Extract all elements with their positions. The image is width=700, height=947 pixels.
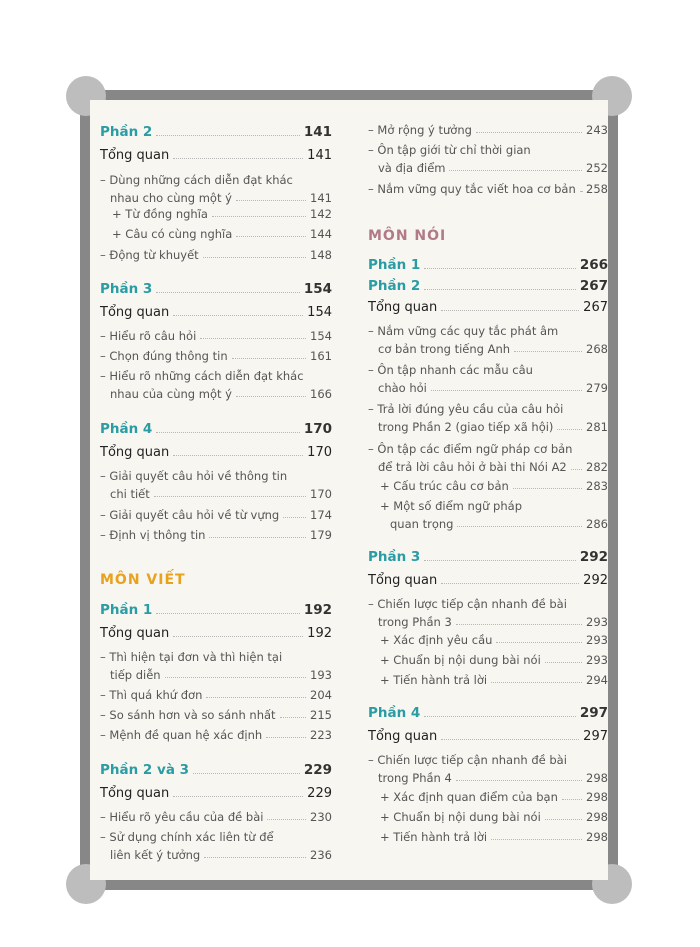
toc-entry[interactable] <box>390 517 608 531</box>
toc-entry[interactable] <box>100 528 332 542</box>
toc-entry[interactable] <box>380 653 608 667</box>
toc-page-number: 148 <box>310 248 332 262</box>
toc-entry-label: + Từ đồng nghĩa <box>112 207 208 221</box>
toc-page-number: 141 <box>307 148 332 163</box>
leader-dots <box>203 256 306 258</box>
leader-dots <box>557 428 582 430</box>
toc-entry[interactable] <box>378 161 608 175</box>
toc-entry[interactable] <box>100 786 332 801</box>
toc-entry-label: Tổng quan <box>368 573 438 588</box>
toc-page-number: 293 <box>586 653 608 667</box>
toc-entry[interactable] <box>380 790 608 804</box>
toc-entry-label: Phần 1 <box>368 257 421 273</box>
toc-entry[interactable] <box>368 300 608 315</box>
toc-entry[interactable] <box>380 479 608 493</box>
toc-page-number: 223 <box>310 728 332 742</box>
toc-entry-label: Tổng quan <box>100 786 170 801</box>
toc-page-number: 236 <box>310 848 332 862</box>
leader-dots <box>156 134 299 136</box>
toc-entry[interactable] <box>100 708 332 722</box>
toc-entry-line: – Nắm vững các quy tắc phát âm <box>368 324 559 338</box>
toc-entry-line: – Dùng những cách diễn đạt khác <box>100 173 293 187</box>
toc-entry[interactable] <box>100 305 332 320</box>
toc-entry-label: Phần 2 <box>368 278 421 294</box>
toc-page-number: 267 <box>583 300 608 315</box>
toc-page-number: 161 <box>310 349 332 363</box>
toc-page-number: 204 <box>310 688 332 702</box>
toc-page-number: 297 <box>579 705 608 721</box>
toc-entry[interactable] <box>380 810 608 824</box>
toc-part-entry[interactable] <box>100 124 332 140</box>
toc-entry-line: – Ôn tập nhanh các mẫu câu <box>368 363 533 377</box>
toc-entry[interactable] <box>100 688 332 702</box>
toc-page-number: 243 <box>586 123 608 137</box>
toc-entry-line: – Ôn tập giới từ chỉ thời gian <box>368 143 531 157</box>
toc-entry-label: Tổng quan <box>100 626 170 641</box>
toc-entry[interactable] <box>100 329 332 343</box>
toc-entry[interactable] <box>378 615 608 629</box>
toc-left-column <box>90 100 348 880</box>
toc-entry-label: trong Phần 4 <box>378 771 452 785</box>
toc-entry-label: chi tiết <box>110 487 150 501</box>
toc-entry-label: – Thì quá khứ đơn <box>100 688 203 702</box>
toc-page-number: 258 <box>586 182 608 196</box>
toc-entry-label: + Chuẩn bị nội dung bài nói <box>380 810 541 824</box>
toc-page <box>90 100 608 880</box>
toc-entry-label: liên kết ý tưởng <box>110 848 201 862</box>
leader-dots <box>165 676 306 678</box>
toc-page-number: 170 <box>310 487 332 501</box>
toc-part-entry[interactable] <box>368 549 608 565</box>
toc-page-number: 292 <box>579 549 608 565</box>
leader-dots <box>562 798 582 800</box>
toc-entry[interactable] <box>100 248 332 262</box>
toc-entry-label: nhau của cùng một ý <box>110 387 232 401</box>
leader-dots <box>514 350 582 352</box>
toc-entry-label: Phần 4 <box>368 705 421 721</box>
leader-dots <box>456 779 582 781</box>
section-heading: MÔN NÓI <box>368 228 447 244</box>
toc-page-number: 230 <box>310 810 332 824</box>
leader-dots <box>580 190 582 192</box>
leader-dots <box>496 641 582 643</box>
toc-entry[interactable] <box>378 460 608 474</box>
toc-entry-label: nhau cho cùng một ý <box>110 191 232 205</box>
toc-page-number: 292 <box>583 573 608 588</box>
toc-page-number: 268 <box>586 342 608 356</box>
toc-page-number: 154 <box>307 305 332 320</box>
toc-entry-label: – Giải quyết câu hỏi về từ vựng <box>100 508 280 522</box>
toc-entry[interactable] <box>378 771 608 785</box>
leader-dots <box>156 291 299 293</box>
toc-entry-line: – Ôn tập các điểm ngữ pháp cơ bản <box>368 442 573 456</box>
toc-entry[interactable] <box>100 728 332 742</box>
leader-dots <box>424 715 575 717</box>
toc-entry-label: tiếp diễn <box>110 668 161 682</box>
toc-entry[interactable] <box>378 420 608 434</box>
toc-part-entry[interactable] <box>100 762 332 778</box>
toc-page-number: 229 <box>303 762 332 778</box>
leader-dots <box>209 536 306 538</box>
toc-entry-label: – Hiểu rõ câu hỏi <box>100 329 197 343</box>
toc-page-number: 142 <box>310 207 332 221</box>
leader-dots <box>424 288 575 290</box>
toc-entry-label: Phần 1 <box>100 602 153 618</box>
toc-part-entry[interactable] <box>100 281 332 297</box>
toc-entry-label: + Xác định yêu cầu <box>380 633 493 647</box>
toc-entry-label: Phần 2 <box>100 124 153 140</box>
toc-entry[interactable] <box>110 848 332 862</box>
toc-entry-label: – Hiểu rõ yêu cầu của đề bài <box>100 810 264 824</box>
toc-entry-label: – Mệnh đề quan hệ xác định <box>100 728 263 742</box>
toc-entry-label: để trả lời câu hỏi ở bài thi Nói A2 <box>378 460 567 474</box>
leader-dots <box>200 337 306 339</box>
leader-dots <box>457 525 582 527</box>
toc-entry-label: – Định vị thông tin <box>100 528 206 542</box>
leader-dots <box>476 131 582 133</box>
leader-dots <box>232 357 306 359</box>
toc-page-number: 170 <box>307 445 332 460</box>
leader-dots <box>206 696 306 698</box>
toc-entry-label: – Mở rộng ý tưởng <box>368 123 472 137</box>
leader-dots <box>267 818 306 820</box>
leader-dots <box>173 314 303 316</box>
toc-entry-label: trong Phần 3 <box>378 615 452 629</box>
toc-entry-label: Tổng quan <box>100 445 170 460</box>
toc-entry[interactable] <box>100 626 332 641</box>
toc-page-number: 141 <box>310 191 332 205</box>
leader-dots <box>156 612 299 614</box>
leader-dots <box>491 681 582 683</box>
toc-entry-line: – Sử dụng chính xác liên từ để <box>100 830 274 844</box>
toc-entry-label: + Xác định quan điểm của bạn <box>380 790 558 804</box>
toc-page-number: 297 <box>583 729 608 744</box>
toc-page-number: 170 <box>303 421 332 437</box>
toc-entry-label: Tổng quan <box>368 729 438 744</box>
toc-page-number: 252 <box>586 161 608 175</box>
toc-entry-label: – Nắm vững quy tắc viết hoa cơ bản <box>368 182 576 196</box>
toc-entry[interactable] <box>100 148 332 163</box>
toc-entry-line: – Hiểu rõ những cách diễn đạt khác <box>100 369 304 383</box>
leader-dots <box>545 818 582 820</box>
leader-dots <box>173 454 303 456</box>
toc-page-number: 286 <box>586 517 608 531</box>
leader-dots <box>545 661 582 663</box>
toc-page-number: 144 <box>310 227 332 241</box>
toc-entry-line: – Trả lời đúng yêu cầu của câu hỏi <box>368 402 564 416</box>
toc-page-number: 141 <box>303 124 332 140</box>
toc-entry[interactable] <box>112 227 332 241</box>
toc-entry-label: chào hỏi <box>378 381 427 395</box>
toc-part-entry[interactable] <box>368 257 608 273</box>
toc-page-number: 192 <box>307 626 332 641</box>
toc-page-number: 215 <box>310 708 332 722</box>
leader-dots <box>193 772 300 774</box>
toc-entry-label: cơ bản trong tiếng Anh <box>378 342 511 356</box>
leader-dots <box>173 635 303 637</box>
toc-page-number: 279 <box>586 381 608 395</box>
leader-dots <box>204 856 306 858</box>
leader-dots <box>424 559 575 561</box>
leader-dots <box>456 623 582 625</box>
leader-dots <box>441 738 579 740</box>
leader-dots <box>441 582 579 584</box>
toc-entry-label: + Chuẩn bị nội dung bài nói <box>380 653 541 667</box>
toc-entry[interactable] <box>368 729 608 744</box>
toc-page-number: 179 <box>310 528 332 542</box>
toc-part-entry[interactable] <box>368 278 608 294</box>
toc-entry[interactable] <box>100 349 332 363</box>
leader-dots <box>283 516 306 518</box>
toc-entry[interactable] <box>368 182 608 196</box>
leader-dots <box>449 169 582 171</box>
toc-entry[interactable] <box>368 123 608 137</box>
toc-entry-label: Phần 3 <box>100 281 153 297</box>
leader-dots <box>173 795 303 797</box>
toc-entry-label: + Tiến hành trả lời <box>380 830 488 844</box>
toc-entry[interactable] <box>368 573 608 588</box>
toc-page-number: 298 <box>586 790 608 804</box>
toc-entry[interactable] <box>380 830 608 844</box>
leader-dots <box>513 487 582 489</box>
leader-dots <box>266 736 306 738</box>
toc-entry-line: – Giải quyết câu hỏi về thông tin <box>100 469 288 483</box>
toc-page-number: 267 <box>579 278 608 294</box>
toc-page-number: 298 <box>586 771 608 785</box>
leader-dots <box>156 431 299 433</box>
toc-part-entry[interactable] <box>100 602 332 618</box>
leader-dots <box>236 235 306 237</box>
toc-page-number: 193 <box>310 668 332 682</box>
toc-entry-label: – Chọn đúng thông tin <box>100 349 228 363</box>
toc-entry[interactable] <box>378 342 608 356</box>
toc-part-entry[interactable] <box>100 421 332 437</box>
toc-entry[interactable] <box>380 633 608 647</box>
toc-entry[interactable] <box>110 191 332 205</box>
toc-entry[interactable] <box>110 668 332 682</box>
toc-entry-label: Phần 3 <box>368 549 421 565</box>
toc-right-column <box>358 100 608 880</box>
toc-entry-label: quan trọng <box>390 517 454 531</box>
toc-entry-label: + Tiến hành trả lời <box>380 673 488 687</box>
toc-entry[interactable] <box>378 381 608 395</box>
leader-dots <box>571 468 582 470</box>
leader-dots <box>280 716 307 718</box>
leader-dots <box>236 395 306 397</box>
toc-page-number: 192 <box>303 602 332 618</box>
toc-entry-label: Tổng quan <box>100 148 170 163</box>
toc-page-number: 154 <box>310 329 332 343</box>
toc-entry-label: – So sánh hơn và so sánh nhất <box>100 708 276 722</box>
toc-entry-label: Phần 2 và 3 <box>100 762 190 778</box>
toc-entry-line: – Thì hiện tại đơn và thì hiện tại <box>100 650 283 664</box>
toc-entry-label: – Động từ khuyết <box>100 248 199 262</box>
toc-entry-label: Tổng quan <box>100 305 170 320</box>
toc-page-number: 229 <box>307 786 332 801</box>
toc-page-number: 294 <box>586 673 608 687</box>
toc-part-entry[interactable] <box>368 705 608 721</box>
toc-entry[interactable] <box>100 810 332 824</box>
toc-entry-label: + Cấu trúc câu cơ bản <box>380 479 509 493</box>
leader-dots <box>424 267 575 269</box>
page-frame <box>80 90 618 890</box>
toc-entry-label: và địa điểm <box>378 161 446 175</box>
toc-page-number: 154 <box>303 281 332 297</box>
toc-page-number: 166 <box>310 387 332 401</box>
leader-dots <box>491 838 582 840</box>
toc-entry[interactable] <box>100 508 332 522</box>
toc-page-number: 293 <box>586 633 608 647</box>
toc-entry[interactable] <box>112 207 332 221</box>
section-heading: MÔN VIẾT <box>100 572 186 588</box>
toc-entry-line: – Chiến lược tiếp cận nhanh đề bài <box>368 753 567 767</box>
leader-dots <box>212 215 306 217</box>
toc-entry-label: Tổng quan <box>368 300 438 315</box>
leader-dots <box>173 157 303 159</box>
leader-dots <box>441 309 579 311</box>
toc-page-number: 266 <box>579 257 608 273</box>
toc-entry-line: + Một số điểm ngữ pháp <box>380 499 522 513</box>
toc-page-number: 174 <box>310 508 332 522</box>
toc-page-number: 282 <box>586 460 608 474</box>
leader-dots <box>236 199 306 201</box>
toc-entry-line: – Chiến lược tiếp cận nhanh đề bài <box>368 597 567 611</box>
toc-page-number: 283 <box>586 479 608 493</box>
leader-dots <box>154 495 306 497</box>
toc-page-number: 293 <box>586 615 608 629</box>
toc-entry[interactable] <box>110 387 332 401</box>
toc-entry[interactable] <box>110 487 332 501</box>
toc-entry[interactable] <box>100 445 332 460</box>
toc-entry-label: trong Phần 2 (giao tiếp xã hội) <box>378 420 554 434</box>
toc-page-number: 298 <box>586 810 608 824</box>
leader-dots <box>431 389 582 391</box>
toc-entry[interactable] <box>380 673 608 687</box>
toc-entry-label: + Câu có cùng nghĩa <box>112 227 233 241</box>
toc-page-number: 298 <box>586 830 608 844</box>
toc-page-number: 281 <box>586 420 608 434</box>
toc-entry-label: Phần 4 <box>100 421 153 437</box>
